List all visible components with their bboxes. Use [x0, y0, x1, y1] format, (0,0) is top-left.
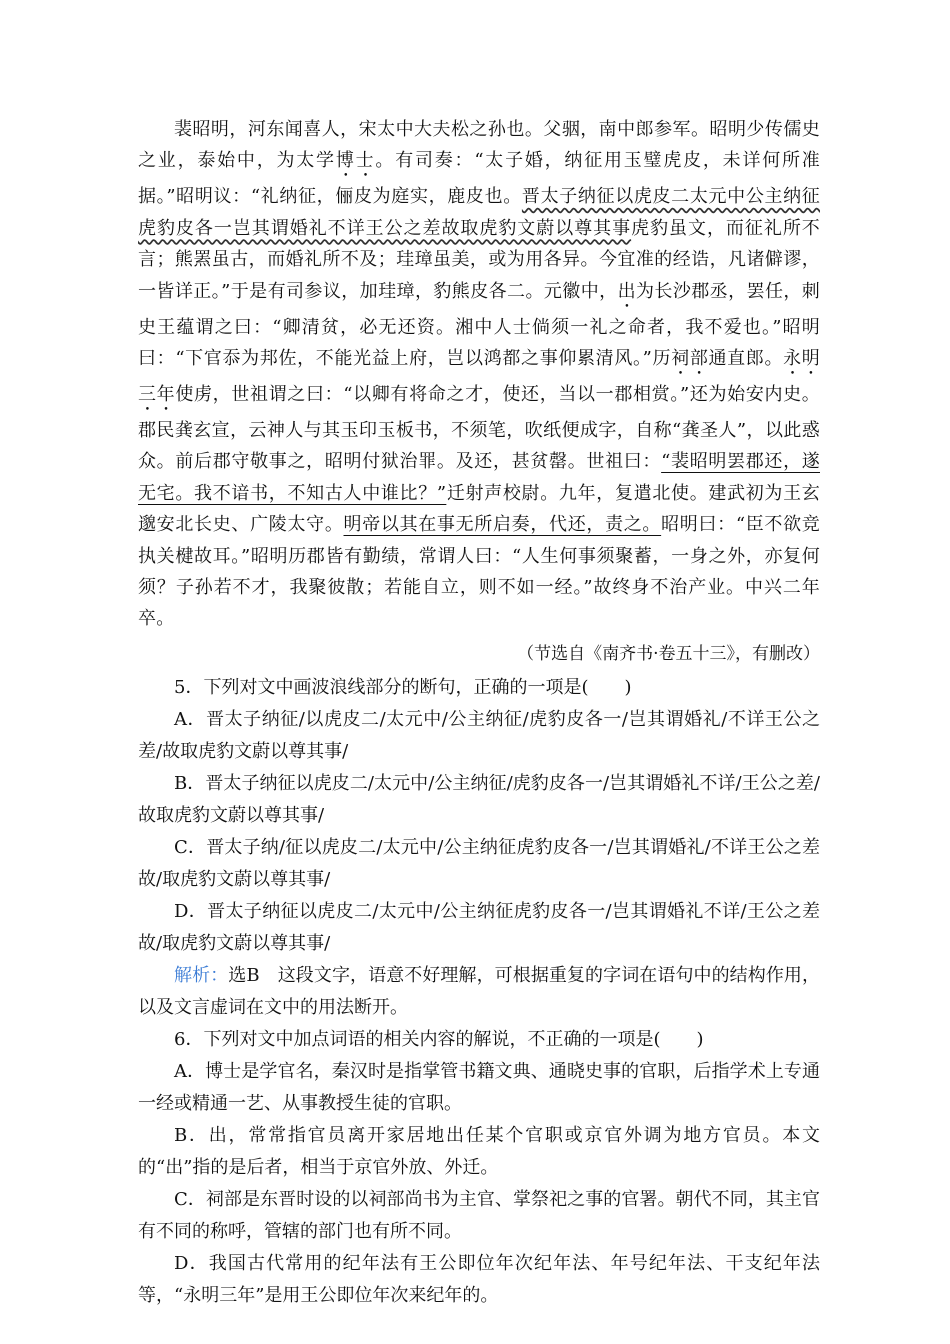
- question-5-option-a: A．晋太子纳征/以虎皮二/太元中/公主纳征/虎豹皮各一/岂其谓婚礼/不详王公之差/故取虎豹文蔚以尊其事/: [138, 708, 820, 762]
- question-5-option-b: B．晋太子纳征以虎皮二/太元中/公主纳征/虎豹皮各一/岂其谓婚礼不详/王公之差/故取虎豹文蔚以尊其事/: [138, 772, 820, 826]
- source-citation: （节选自《南齐书·卷五十三》，有删改）: [517, 643, 820, 664]
- question-6-stem: 6．下列对文中加点词语的相关内容的解说，不正确的一项是( ): [174, 1028, 704, 1050]
- question-6-option-d: D．我国古代常用的纪年法有王公即位年次纪年法、年号纪年法、干支纪年法等，“永明三年”是用王公即位年次来纪年的。: [138, 1252, 820, 1306]
- analysis-text: 选B 这段文字，语意不好理解，可根据重复的字词在语句中的结构作用，以及文言虚词在文中的用法断开。: [138, 964, 821, 1018]
- wavy-underlined-sentence: 晋太子纳征以虎皮二太元中公主纳征虎豹皮各一岂其谓婚礼不详王公之差故取虎豹文蔚以尊其事: [138, 186, 820, 239]
- dotted-word-boshi: 博士: [335, 150, 376, 172]
- analysis-label: 解析：: [174, 964, 229, 986]
- question-6-option-b: B．出，常常指官员离开家居地出任某个官职或京官外调为地方官员。本文的“出”指的是后者，相当于京官外放、外迁。: [138, 1124, 820, 1178]
- underlined-sentence-1: “裴昭明罢郡还，遂无宅。我不谙书，不知古人中谁比？”: [138, 451, 820, 504]
- dotted-word-chu: 出: [617, 280, 636, 302]
- passage-seg: 虎豹虽文，而征礼所不言；熊罴虽古，而婚礼所不及；珪璋虽美，或为用各异。今宜准的经诰，凡诸僻谬，一皆详正。”于是有司参议，加珪璋，豹熊皮各二。元徽中，: [138, 217, 820, 302]
- passage-seg: 昭明曰：“臣不欲竞执关楗故耳。”昭明历郡皆有勤绩，常谓人曰：“人生何事须聚蓄，一身之外，亦复何须？子孙若不才，我聚彼散；若能自立，则不如一经。”故终身不治产业。中兴二年卒。: [138, 514, 820, 630]
- question-5-analysis: [138, 960, 820, 1024]
- passage-seg: 使虏，世祖谓之曰：“以卿有将命之才，使还，当以一郡相赏。”还为始安内史。郡民龚玄宣，云神人与其玉印玉板书，不须笔，吹纸便成字，自称“龚圣人”，以此惑众。前后郡守敬事之，昭明付狱治罪。及还，甚贫罄。世祖曰：: [138, 384, 820, 473]
- passage-seg: 为长沙郡丞，罢任，刺史王蕴谓之曰：“卿清贫，必无还资。湘中人士倘须一礼之命者，我不爱也。”昭明曰：“下官忝为邦佐，不能光益上府，岂以鸿都之事仰累清风。”历: [138, 280, 820, 370]
- passage-seg: 通直郎。: [708, 348, 784, 370]
- passage-seg: 裴昭明，河东闻喜人，宋太中大夫松之孙也。父骃，南中郎参军。昭明少传儒史之业，泰始中，为太学: [138, 119, 820, 172]
- question-5-option-d: D．晋太子纳征以虎皮二/太元中/公主纳征虎豹皮各一/岂其谓婚礼不详/王公之差故/取虎豹文蔚以尊其事/: [138, 900, 820, 954]
- question-6-option-a: A．博士是学官名，秦汉时是指掌管书籍文典、通晓史事的官职，后指学术上专通一经或精通一艺、从事教授生徒的官职。: [138, 1060, 820, 1114]
- dotted-word-yongming: 永明三年: [138, 348, 820, 406]
- question-6-option-c: C．祠部是东晋时设的以祠部尚书为主官、掌祭祀之事的官署。朝代不同，其主官有不同的称呼，管辖的部门也有所不同。: [138, 1188, 820, 1242]
- question-5-stem: 5．下列对文中画波浪线部分的断句，正确的一项是( ): [174, 676, 632, 698]
- passage-text: [138, 114, 820, 635]
- dotted-word-cibu: 祠部: [671, 348, 709, 370]
- passage-seg: 。有司奏：“太子婚，纳征用玉璧虎皮，未详何所准据。”昭明议：“礼纳征，俪皮为庭实，鹿皮也。: [138, 150, 821, 208]
- question-5-option-c: C．晋太子纳/征以虎皮二/太元中/公主纳征虎豹皮各一/岂其谓婚礼/不详王公之差故/取虎豹文蔚以尊其事/: [138, 836, 820, 890]
- passage-seg: 迁射声校尉。九年，复遣北使。建武初为王玄邈安北长史、广陵太守。: [138, 482, 821, 536]
- underlined-sentence-2: 明帝以其在事无所启奏，代还，责之。: [343, 514, 662, 536]
